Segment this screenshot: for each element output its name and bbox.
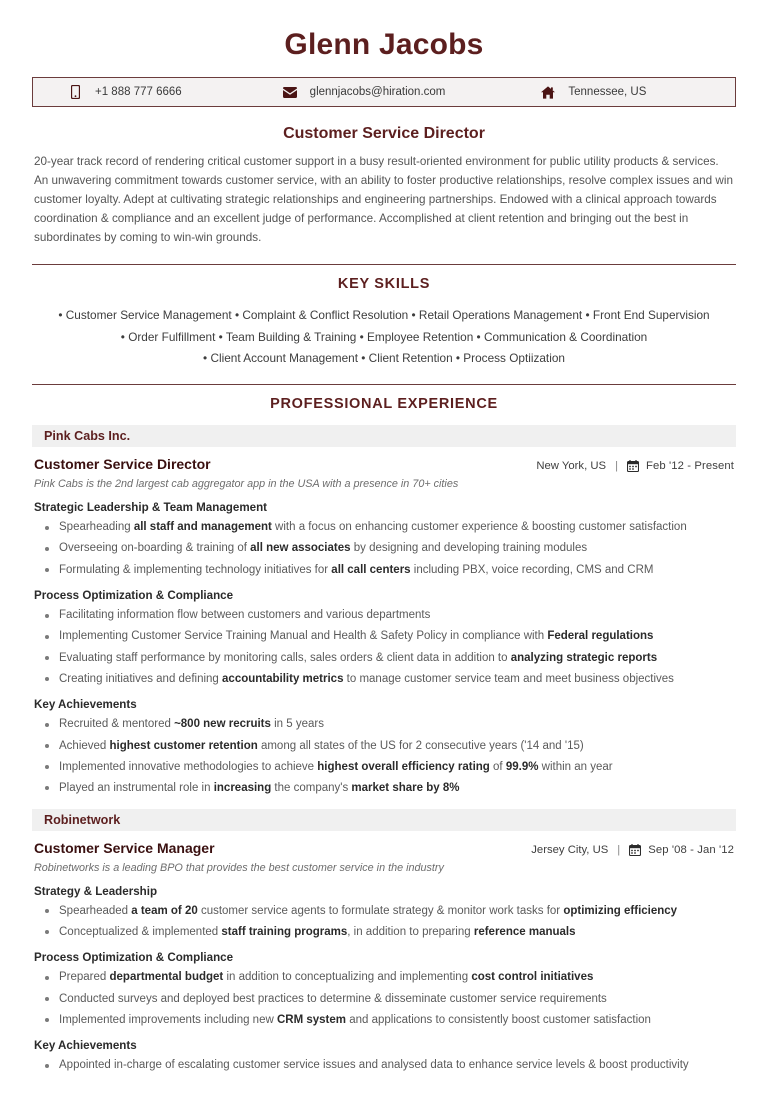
experience-group-title: Key Achievements <box>34 698 137 712</box>
bullet-item: Appointed in-charge of escalating customer service issues and analysed data to enhance service levels & boost productivity <box>32 1057 736 1074</box>
bullet-item: Creating initiatives and defining accountability metrics to manage customer service team and meet business objectives <box>32 671 736 688</box>
experience-group <box>32 501 736 578</box>
key-skills-line: • Order Fulfillment • Team Building & Training • Employee Retention • Communication & Coordination <box>120 329 648 344</box>
bullet-list <box>32 903 736 941</box>
bullet-item: Implementing Customer Service Training Manual and Health & Safety Policy in compliance with Federal regulations <box>32 628 736 645</box>
job-meta <box>531 844 734 856</box>
key-skills-line: • Client Account Management • Client Retention • Process Optiization <box>203 351 565 366</box>
company-header-bar <box>32 425 736 447</box>
candidate-name: Glenn Jacobs <box>284 28 484 61</box>
section-title-experience: PROFESSIONAL EXPERIENCE <box>270 396 498 413</box>
key-skills-list <box>38 305 730 370</box>
experience-group-title: Process Optimization & Compliance <box>34 951 234 965</box>
company-name: Pink Cabs Inc. <box>44 429 131 444</box>
bullet-item: Prepared departmental budget in addition to conceptualizing and implementing cost control initiatives <box>32 969 736 986</box>
bullet-item: Implemented innovative methodologies to achieve highest overall efficiency rating of 99.9% within an year <box>32 759 736 776</box>
experience-group <box>32 885 736 941</box>
bullet-item: Formulating & implementing technology initiatives for all call centers including PBX, voice recording, CMS and CRM <box>32 562 736 579</box>
job-meta-separator: | <box>617 843 621 856</box>
bullet-item: Spearheading all staff and management with a focus on enhancing customer experience & boosting customer satisfaction <box>32 519 736 536</box>
bullet-item: Recruited & mentored ~800 new recruits in 5 years <box>32 716 736 733</box>
bullet-item: Conceptualized & implemented staff training programs, in addition to preparing reference manuals <box>32 924 736 941</box>
job-title-row <box>34 456 734 472</box>
bullet-item: Achieved highest customer retention among all states of the US for 2 consecutive years ('14 and '15) <box>32 738 736 755</box>
bullet-item: Implemented improvements including new CRM system and applications to consistently boost customer satisfaction <box>32 1012 736 1029</box>
phone-icon <box>67 85 83 99</box>
email-icon <box>282 87 298 98</box>
experience-group <box>32 698 736 796</box>
section-divider-key-skills <box>32 264 736 265</box>
experience-group <box>32 951 736 1028</box>
bullet-list <box>32 716 736 796</box>
bullet-list <box>32 607 736 687</box>
job-title: Customer Service Director <box>34 456 211 473</box>
job-meta <box>536 460 734 472</box>
profile-role-title: Customer Service Director <box>283 125 485 142</box>
experience-entry <box>32 809 736 1075</box>
experience-list <box>32 425 736 1074</box>
home-icon <box>540 86 556 99</box>
job-meta-separator: | <box>615 460 618 473</box>
job-date: Feb '12 - Present <box>646 460 734 473</box>
company-description: Pink Cabs is the 2nd largest cab aggregator app in the USA with a presence in 70+ cities <box>34 478 459 491</box>
company-header-bar <box>32 809 736 831</box>
key-skills-line: • Customer Service Management • Complaint & Conflict Resolution • Retail Operations Management • Front End Supervision <box>58 307 710 322</box>
contact-email-text: glennjacobs@hiration.com <box>309 86 446 98</box>
experience-group-title: Strategic Leadership & Team Management <box>34 501 268 515</box>
bullet-item: Conducted surveys and deployed best practices to determine & disseminate customer service requirements <box>32 991 736 1008</box>
bullet-item: Evaluating staff performance by monitoring calls, sales orders & client data in addition to analyzing strategic reports <box>32 650 736 667</box>
bullet-item: Facilitating information flow between customers and various departments <box>32 607 736 624</box>
experience-group <box>32 589 736 687</box>
bullet-list <box>32 969 736 1028</box>
contact-phone-text: +1 888 777 6666 <box>95 86 182 98</box>
bullet-item: Spearheaded a team of 20 customer service agents to formulate strategy & monitor work tasks for optimizing efficiency <box>32 903 736 920</box>
experience-group-title: Strategy & Leadership <box>34 884 158 898</box>
bullet-list <box>32 1057 736 1074</box>
job-date: Sep '08 - Jan '12 <box>648 843 734 856</box>
experience-group-title: Key Achievements <box>34 1039 137 1053</box>
contact-location[interactable] <box>524 86 735 99</box>
bullet-item: Overseeing on-boarding & training of all new associates by designing and developing training modules <box>32 540 736 557</box>
job-title-row <box>34 840 734 856</box>
contact-email[interactable] <box>272 86 525 98</box>
contact-phone[interactable] <box>33 85 272 99</box>
job-title: Customer Service Manager <box>34 839 215 856</box>
experience-group <box>32 1039 736 1074</box>
bullet-list <box>32 519 736 578</box>
profile-summary: 20-year track record of rendering critical customer support in a busy result-oriented environment for public utility products & services. An unwavering commitment towards customer service, with an ability to foster productive relationships, resolve complex issues and win customer loyalty. Adept at cultivating strategic relationships and engineering partnerships. Endowed with a clinical approach towards coordination & compliance and an excellent judge of performance. Accomplished at client retention and bringing out the best in subordinates by coming to win-win grounds. <box>34 155 733 244</box>
bullet-item: Played an instrumental role in increasing the company's market share by 8% <box>32 780 736 797</box>
experience-group-title: Process Optimization & Compliance <box>34 589 234 603</box>
calendar-icon <box>629 844 641 856</box>
contact-bar <box>32 77 736 107</box>
job-location: Jersey City, US <box>531 843 609 856</box>
job-location: New York, US <box>536 460 607 473</box>
calendar-icon <box>627 460 639 472</box>
company-name: Robinetwork <box>44 812 121 827</box>
company-description: Robinetworks is a leading BPO that provides the best customer service in the industry <box>34 861 444 874</box>
experience-entry <box>32 425 736 796</box>
section-title-key-skills: KEY SKILLS <box>337 275 431 292</box>
section-divider-experience <box>32 384 736 385</box>
contact-location-text: Tennessee, US <box>568 86 647 98</box>
